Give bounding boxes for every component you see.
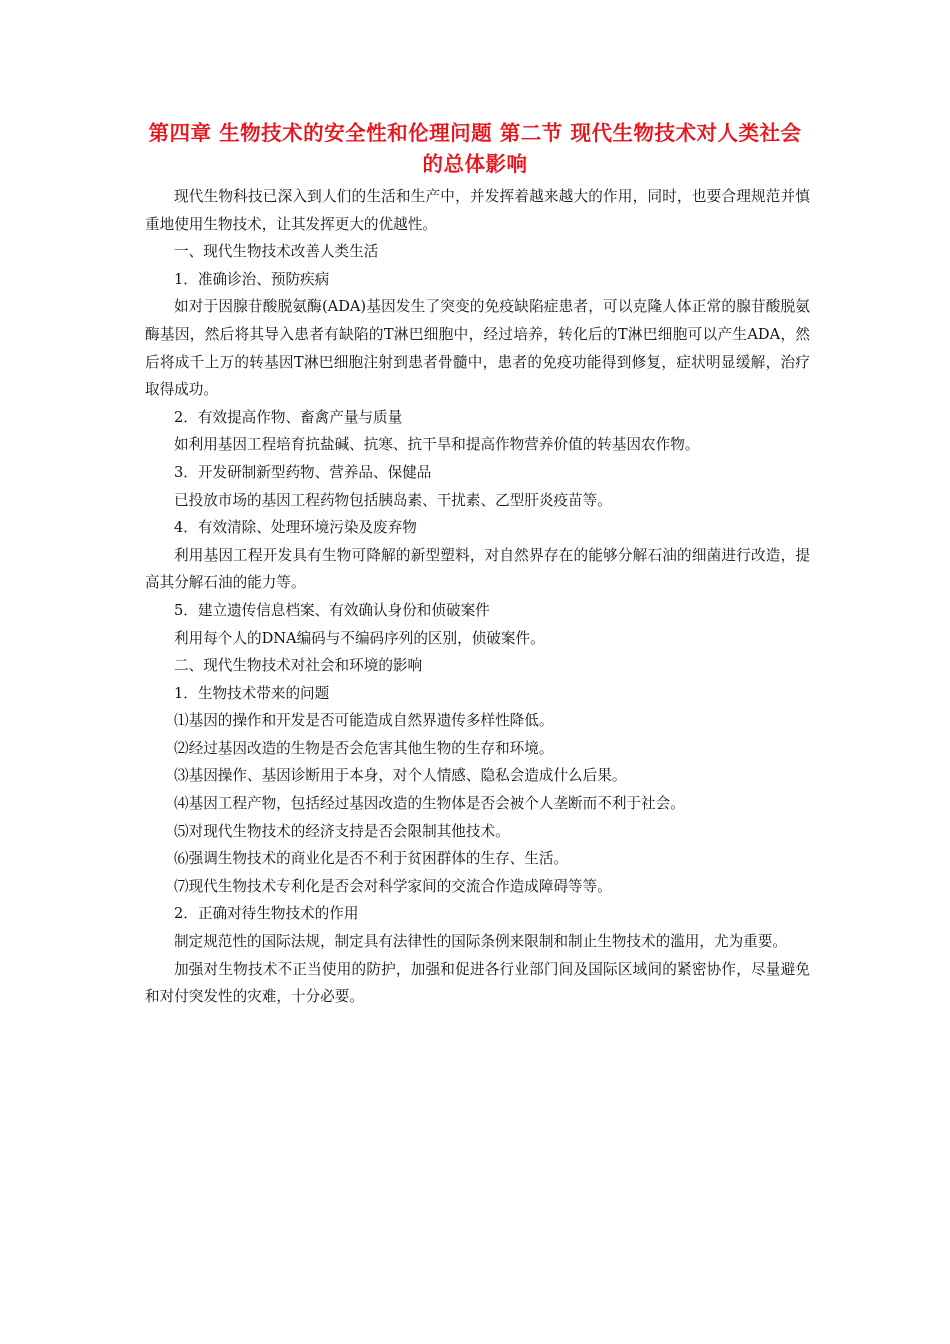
paragraph: 加强对生物技术不正当使用的防护，加强和促进各行业部门间及国际区域间的紧密协作，尽量避免和对付突发性的灾难，十分必要。 [145,960,810,1006]
document-title: 第四章 生物技术的安全性和伦理问题 第二节 现代生物技术对人类社会的总体影响 [148,121,802,176]
subheading-2-2: 2．正确对待生物技术的作用 [174,905,359,923]
intro-paragraph: 现代生物科技已深入到人们的生活和生产中，并发挥着越来越大的作用，同时，也要合理规范并慎重地使用生物技术，让其发挥更大的优越性。 [145,188,810,233]
list-item: ⑵经过基因改造的生物是否会危害其他生物的生存和环境。 [174,739,554,757]
subheading-1-4: 4．有效清除、处理环境污染及废弃物 [174,519,417,537]
subheading-1-5: 5．建立遗传信息档案、有效确认身份和侦破案件 [174,601,490,619]
subheading-1-2: 2．有效提高作物、畜禽产量与质量 [174,408,403,426]
paragraph: 如对于因腺苷酸脱氨酶(ADA)基因发生了突变的免疫缺陷症患者，可以克隆人体正常的腺苷酸脱氨酶基因，然后将其导入患者有缺陷的T淋巴细胞中，经过培养，转化后的T淋巴细胞可以产生ADA，然后将成千上万的转基因T淋巴细胞注射到患者骨髓中，患者的免疫功能得到修复，症状明显缓解，治疗取得成功。 [145,298,810,399]
section-heading-1: 一、现代生物技术改善人类生活 [174,243,379,261]
paragraph: 如利用基因工程培育抗盐碱、抗寒、抗干旱和提高作物营养价值的转基因农作物。 [174,436,700,454]
list-item: ⑺现代生物技术专利化是否会对科学家间的交流合作造成障碍等等。 [174,877,612,895]
list-item: ⑸对现代生物技术的经济支持是否会限制其他技术。 [174,822,510,840]
list-item: ⑶基因操作、基因诊断用于本身，对个人情感、隐私会造成什么后果。 [174,767,627,785]
subheading-1-3: 3．开发研制新型药物、营养品、保健品 [174,463,432,481]
list-item: ⑹强调生物技术的商业化是否不利于贫困群体的生存、生活。 [174,850,569,868]
section-heading-2: 二、现代生物技术对社会和环境的影响 [174,657,423,675]
list-item: ⑷基因工程产物，包括经过基因改造的生物体是否会被个人垄断而不利于社会。 [174,795,685,813]
document-body [145,183,810,1011]
subheading-1-1: 1．准确诊治、预防疾病 [174,270,330,288]
paragraph: 制定规范性的国际法规，制定具有法律性的国际条例来限制和制止生物技术的滥用，尤为重要。 [174,933,787,951]
paragraph: 利用每个人的DNA编码与不编码序列的区别，侦破案件。 [174,629,545,647]
paragraph: 利用基因工程开发具有生物可降解的新型塑料，对自然界存在的能够分解石油的细菌进行改造，提高其分解石油的能力等。 [145,546,810,592]
list-item: ⑴基因的操作和开发是否可能造成自然界遗传多样性降低。 [174,712,554,730]
paragraph: 已投放市场的基因工程药物包括胰岛素、干扰素、乙型肝炎疫苗等。 [174,491,612,509]
subheading-2-1: 1．生物技术带来的问题 [174,684,330,702]
